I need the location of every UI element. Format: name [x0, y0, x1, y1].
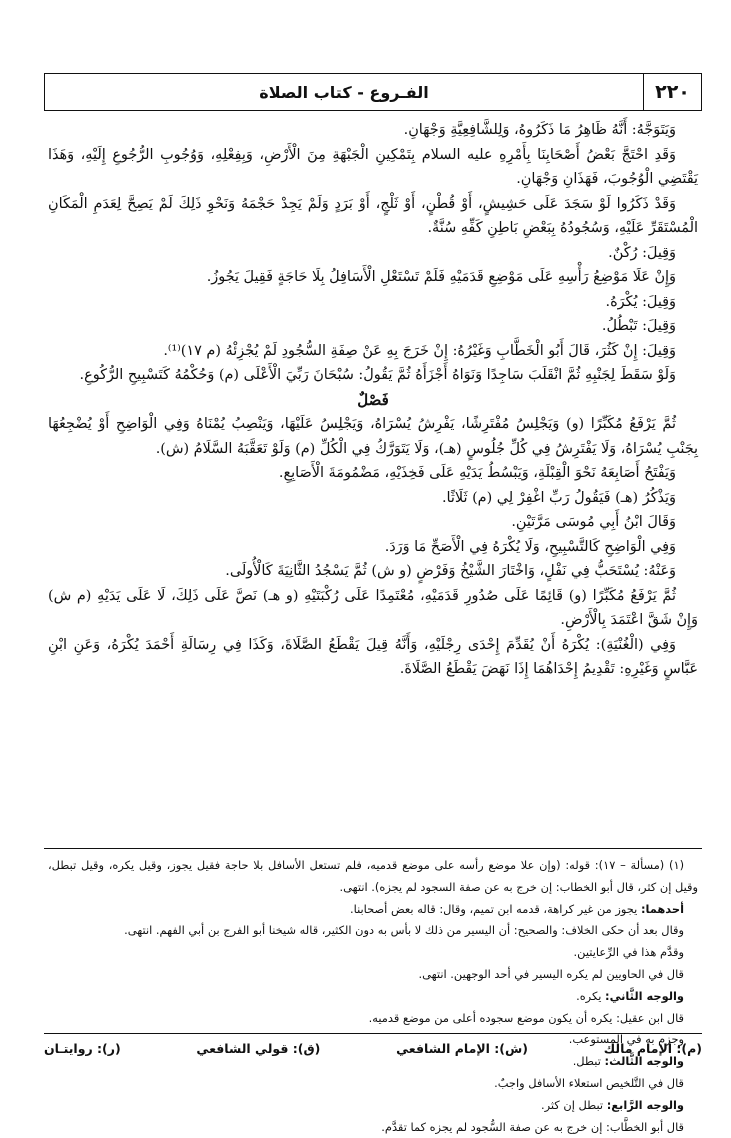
- footnote-line: [48, 899, 698, 921]
- footnote-line: [48, 920, 698, 942]
- paragraph: وَقِيلَ: تَبْطُلُ.: [601, 318, 676, 334]
- footnote-line: [48, 942, 698, 964]
- paragraph: وَقِيلَ: إِنْ كَثُرَ، قَالَ أَبُو الْخَطَّابِ وَغَيْرُهُ: إِنْ خَرَجَ بِهِ عَنْ صِفَةِ السُّجُودِ لَمْ يُجْزِئْهُ (م ١٧)⁽¹⁾.: [163, 342, 676, 359]
- paragraph: وَقِيلَ: يُكْرَهُ.: [605, 293, 676, 310]
- page-header: [44, 73, 702, 111]
- footnote-line: [48, 964, 698, 986]
- footnote-line: [48, 1008, 698, 1030]
- footnote-text: تبطل.: [572, 1054, 605, 1069]
- paragraph: وَفِي (الْغُنْيَةِ): يُكْرَهُ أَنْ يُقَدِّمَ إِحْدَى رِجْلَيْهِ، وَأَنَّهُ قِيلَ يَقْطَعُ الصَّلَاةَ، وَكَذَا فِي رِسَالَةِ أَحْمَدَ يُكْرَهُ، وَعَنِ ابْنِ عَبَّاسٍ وَغَيْرِهِ: تَقْدِيمُ إِحْدَاهُمَا إِذَا نَهَضَ يَقْطَعُ الصَّلَاةَ.: [48, 636, 698, 677]
- footnote-lead: والوجه الثَّالث:: [604, 1054, 684, 1069]
- running-title: الفـروع - كتاب الصلاة: [259, 82, 429, 102]
- footnote-text: قال ابن عقيل: يكره أن يكون موضع سجوده أعلى من موضع قدميه.: [368, 1010, 684, 1025]
- footnote-line: [48, 1117, 698, 1138]
- abbrev-shafii: (ش): الإمام الشافعي: [396, 1041, 528, 1056]
- abbrev-narrations: (ر): روايتـان: [44, 1041, 121, 1056]
- paragraph: ثُمَّ يَرْفَعُ مُكَبِّرًا (و) قَائِمًا عَلَى صُدُورِ قَدَمَيْهِ، مُعْتَمِدًا عَلَى رُكْبَتَيْهِ (و هـ) نَصَّ عَلَى ذَلِكَ، لَا عَلَى يَدَيْهِ (م ش) وَإِنْ شَقَّ اعْتَمَدَ بِالْأَرْضِ.: [48, 587, 698, 628]
- paragraph: وَقَدْ ذَكَرُوا لَوْ سَجَدَ عَلَى حَشِيشٍ، أَوْ قُطْنٍ، أَوْ ثَلْجٍ، أَوْ بَرَدٍ وَلَمْ يَجِدْ حَجْمَهُ وَنَحْوِ ذَلِكَ لَمْ يَصِحَّ لِعَدَمِ الْمَكَانِ الْمُسْتَقَرِّ عَلَيْهِ، وَسُجُودُهُ بِبَعْضِ بَاطِنِ كَفِّهِ سُنَّةٌ.: [48, 195, 698, 236]
- footnote-text: قال في الحاويين لم يكره اليسير في أحد الوجهين. انتهى.: [418, 966, 684, 981]
- footnote-line: [48, 1095, 698, 1117]
- paragraph: وَيَذْكُرُ (هـ) فَيَقُولُ رَبِّ اغْفِرْ لِي (م) ثَلَاثًا.: [441, 489, 676, 506]
- section-heading: فَصْلٌ: [357, 390, 389, 409]
- footnote-text: وجزم به في المستوعب.: [568, 1032, 684, 1047]
- paragraph: وَقَدِ احْتَجَّ بَعْضُ أَصْحَابِنَا بِأَمْرِهِ عليه السلام بِتَمْكِينِ الْجَبْهَةِ مِنَ الْأَرْضِ، وَبِفِعْلِهِ، وَوُجُوبِ الرُّجُوعِ إِلَيْهِ، وَهَذَا يَقْتَضِي الْوُجُوبَ، فَهَذَانِ وَجْهَانِ.: [48, 146, 698, 187]
- footnote-text: قال في التَّلخيص استعلاء الأسافل واجبٌ.: [494, 1075, 684, 1090]
- paragraph: وَعَنْهُ: يُسْتَحَبُّ فِي نَفْلٍ، وَاخْتَارَ الشَّيْخُ وَفَرْضٍ (و ش) ثُمَّ يَسْجُدُ الثَّانِيَةَ كَالْأُولَى.: [225, 563, 676, 579]
- footnote-divider: [44, 848, 702, 849]
- footnote-text: وقال بعد أن حكى الخلاف: والصحيح: أن اليسير من ذلك لا بأس به دون الكثير، قاله شيخنا أبو الفرج بن أبي الفهم. انتهى.: [124, 923, 684, 938]
- footnote-lead: والوجه الثَّاني:: [605, 988, 684, 1003]
- footnote-text: وقدَّم هذا في الرِّعايتين.: [573, 945, 684, 960]
- main-text: [48, 118, 698, 682]
- footnote-line: [48, 855, 698, 899]
- abbrev-shafii-opinions: (ق): قولي الشافعي: [196, 1041, 321, 1056]
- abbreviation-key: [44, 1041, 702, 1056]
- footnote-text: قال أبو الخطَّاب: إن خرج به عن صفة السُّجود لم يجزه كما تقدَّم.: [381, 1119, 684, 1134]
- page-number: ٢٢٠: [643, 74, 701, 110]
- footnotes: [48, 855, 698, 1138]
- footnote-text: تبطل إن كثر.: [540, 1097, 607, 1112]
- paragraph: وَإِنْ عَلَا مَوْضِعُ رَأْسِهِ عَلَى مَوْضِعِ قَدَمَيْهِ فَلَمْ تَسْتَعْلِ الْأَسَافِلُ بِلَا حَاجَةٍ فَقِيلَ يَجُوزُ.: [206, 269, 676, 285]
- abbrev-malik: (م): الإمام مالك: [603, 1041, 702, 1056]
- footnote-lead: والوجه الرَّابع:: [606, 1097, 684, 1112]
- paragraph: وَفِي الْوَاضِحِ كَالتَّسْبِيحِ، وَلَا يُكْرَهُ فِي الْأَصَحِّ مَا وَرَدَ.: [384, 538, 676, 555]
- paragraph: وَقَالَ ابْنُ أَبِي مُوسَى مَرَّتَيْنِ.: [511, 514, 676, 530]
- footnote-lead: أحدهما:: [640, 901, 684, 916]
- paragraph: وَيَتَوَجَّهُ: أَنَّهُ ظَاهِرُ مَا ذَكَرُوهُ، وَلِلشَّافِعِيَّةِ وَجْهَانِ.: [403, 122, 676, 138]
- footer-divider: [44, 1033, 702, 1034]
- footnote-text: يجوز من غير كراهة، قدمه ابن تميم، وقال: قاله بعض أصحابنا.: [349, 901, 641, 916]
- footnote-text: يكره.: [576, 988, 606, 1003]
- footnote-text: (١) (مسألة – ١٧): قوله: (وإن علا موضع رأسه على موضع قدميه، فلم تستعل الأسافل بلا حاجة فقيل يجوز، وقيل يكره، وقيل تبطل، وقيل إن كثر، قال أبو الخطاب: إن خرج به عن صفة السجود لم يجزه). انتهى.: [48, 858, 698, 894]
- footnote-line: [48, 1073, 698, 1095]
- footnote-line: [48, 986, 698, 1008]
- paragraph: وَلَوْ سَقَطَ لِجَنْبِهِ ثُمَّ انْقَلَبَ سَاجِدًا وَنَوَاهُ أَجْزَأَهُ ثُمَّ يَقُولُ: سُبْحَانَ رَبِّيَ الْأَعْلَى (م) وَحُكْمُهُ كَتَسْبِيحِ الرُّكُوعِ.: [79, 367, 676, 383]
- paragraph: ثُمَّ يَرْفَعُ مُكَبِّرًا (و) وَيَجْلِسُ مُفْتَرِشًا، يَفْرِشُ يُسْرَاهُ، وَيَجْلِسُ عَلَيْهَا، وَيَنْصِبُ يُمْنَاهُ وَفِي الْوَاضِحِ أَوْ يُضْجِعُهَا بِجَنْبِ يُسْرَاهُ، وَلَا يَفْتَرِشُ فِي كُلِّ جُلُوسٍ (هـ)، وَلَا يَتَوَرَّكُ فِي الْكُلِّ (م) وَلَوْ تَعَقَّبَهُ السَّلَامُ (ش).: [48, 416, 698, 457]
- paragraph: وَيَفْتَحُ أَصَابِعَهُ نَحْوَ الْقِبْلَةِ، وَيَبْسُطُ يَدَيْهِ عَلَى فَخِذَيْهِ، مَضْمُومَةَ الْأَصَابِعِ.: [278, 465, 676, 481]
- paragraph: وَقِيلَ: رُكْنٌ.: [608, 244, 676, 261]
